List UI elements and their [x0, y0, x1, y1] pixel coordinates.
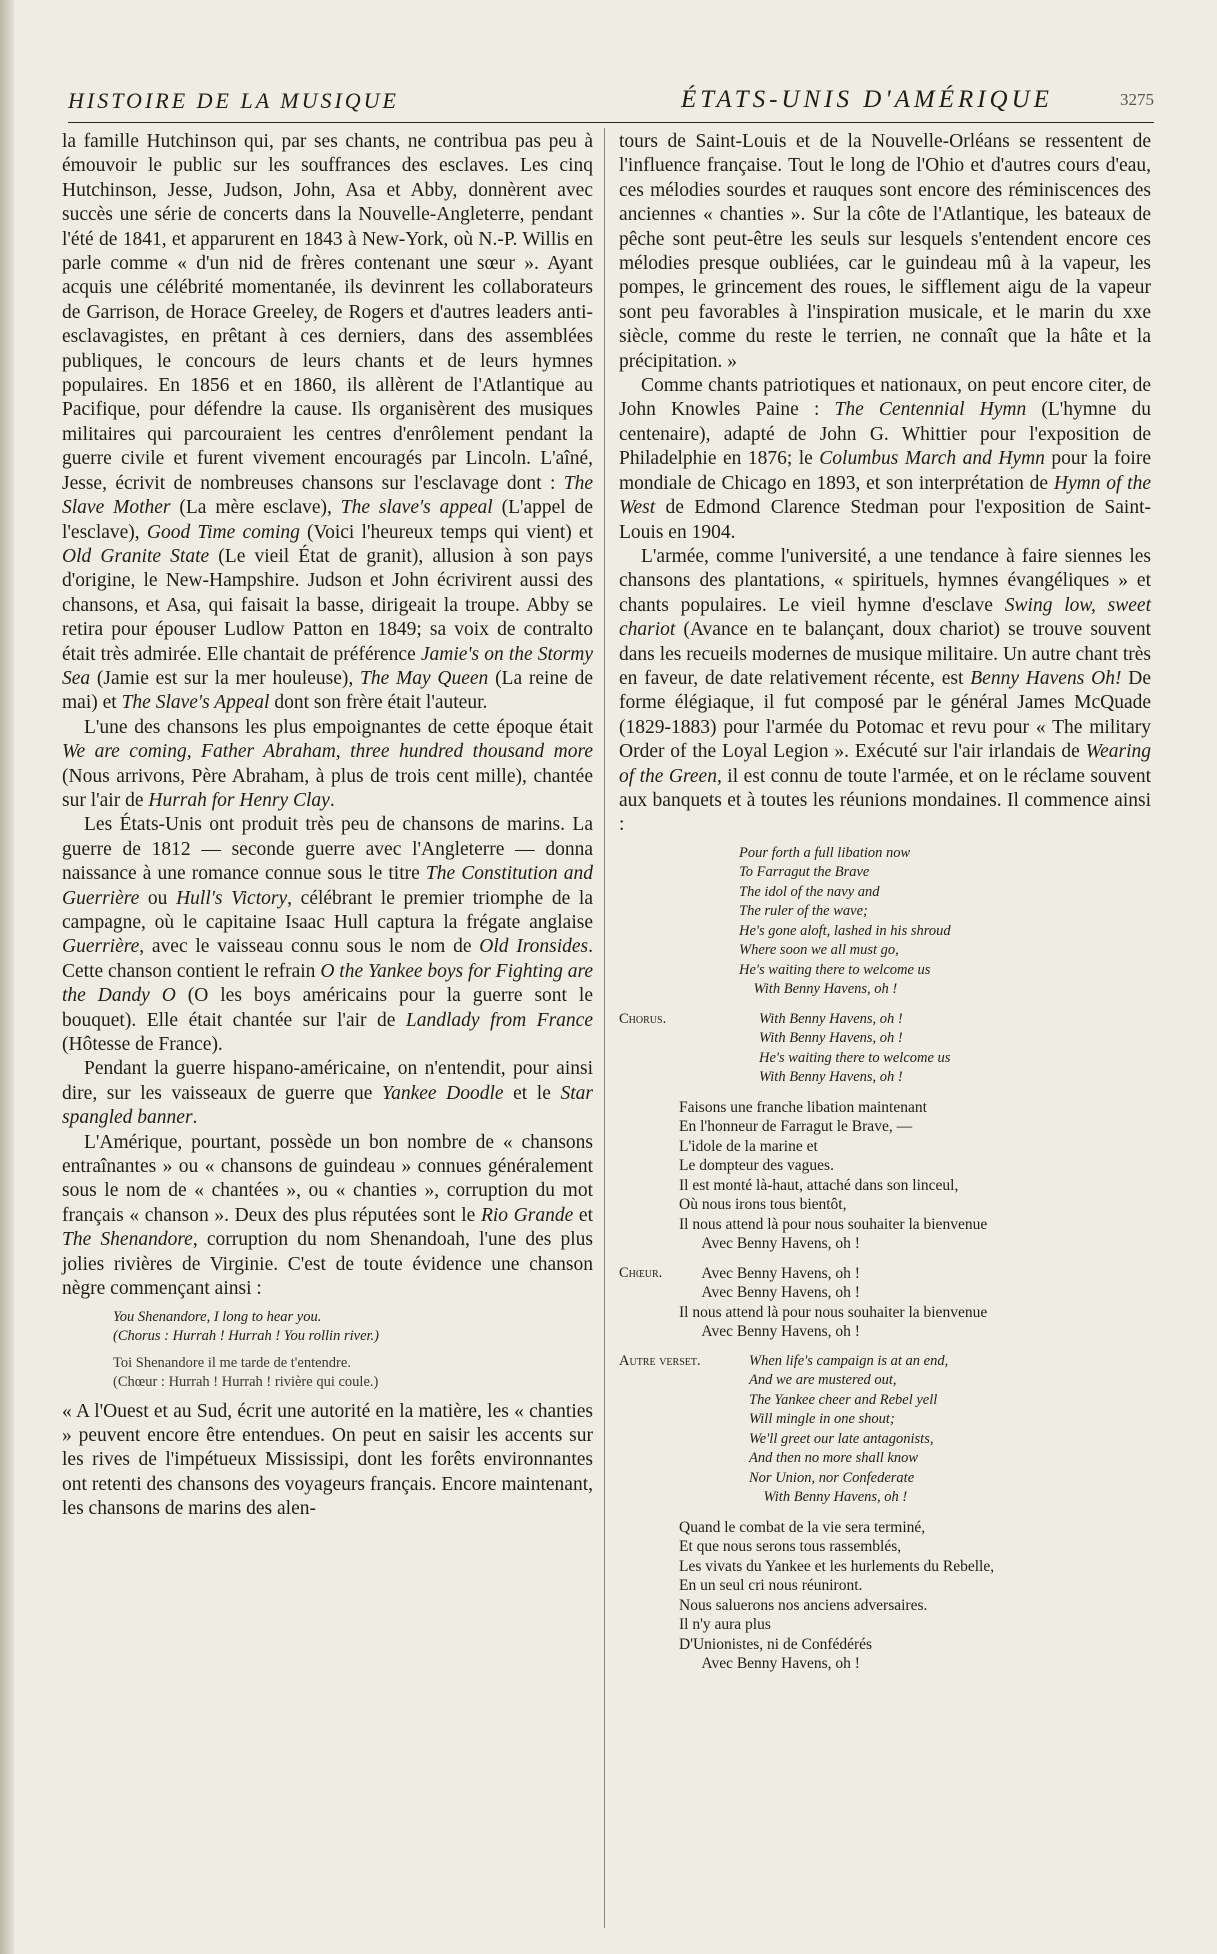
benny-havens-poem [619, 844, 1151, 1674]
poem-line: En un seul cri nous réuniront. [679, 1577, 863, 1595]
title-italic: We are coming, Father Abraham, three hundred thousand more [62, 741, 593, 763]
stanza-label: Chorus. [619, 1010, 667, 1027]
poem-line: He's gone aloft, lashed in his shroud [739, 922, 951, 939]
title-italic: O the Yankee boys for Fighting are the Dandy O [62, 960, 593, 1007]
poem-line: When life's campaign is at an end, [749, 1352, 949, 1369]
poem-line: Avec Benny Havens, oh ! [679, 1323, 860, 1341]
column-divider [604, 128, 605, 1928]
poem-line: Pour forth a full libation now [739, 844, 911, 861]
poem-line: He's waiting there to welcome us [759, 1049, 951, 1066]
paragraph [62, 1057, 593, 1130]
text-run: . [329, 789, 335, 811]
text-run: De forme élégiaque, il fut composé par le général James McQuade (1829-1883) pour l'armée du Potomac et revu pour « The military Order of the Loyal Legion ». Exécuté sur l'air irlandais de [619, 667, 1152, 763]
title-italic: Hymn of the West [619, 472, 1151, 519]
text-run: L'une des chansons les plus empoignantes de cette époque était [84, 716, 593, 738]
poem-line: L'idole de la marine et [679, 1137, 818, 1155]
text-run: L'armée, comme l'université, a une tendance à faire siennes les chansons des plantations, « spirituels, hymnes évangéliques » et chants populaires. Le vieil hymne d'esclave [619, 545, 1151, 616]
poem-line: Il nous attend là pour nous souhaiter la bienvenue [679, 1215, 988, 1233]
poem-line: With Benny Havens, oh ! [759, 1010, 903, 1027]
poem-line: With Benny Havens, oh ! [749, 1489, 908, 1506]
poem-line: And then no more shall know [749, 1450, 919, 1467]
left-column [62, 130, 593, 1522]
paragraph [62, 813, 593, 1057]
poem-line: And we are mustered out, [749, 1372, 897, 1389]
book-spine-edge [0, 0, 14, 1954]
text-run: (Hôtesse de France). [62, 1034, 223, 1056]
title-italic: Guerrière [62, 936, 140, 958]
poem-stanza [619, 1352, 1151, 1508]
right-paragraphs [619, 130, 1151, 838]
title-italic: Good Time coming [146, 521, 300, 543]
poem-line: With Benny Havens, oh ! [759, 1030, 903, 1047]
poem-line: Where soon we all must go, [739, 942, 899, 959]
left-tail-paragraphs [62, 1400, 593, 1522]
text-run: (L'hymne du centenaire), adapté de John G. Whittier pour l'exposition de Philadelphie en 1876; le [619, 399, 1152, 470]
poem-line: Avec Benny Havens, oh ! [679, 1655, 860, 1673]
title-italic: Rio Grande [480, 1204, 574, 1226]
title-italic: Columbus March and Hymn [819, 448, 1045, 470]
poem-line: Les vivats du Yankee et les hurlements du Rebelle, [679, 1557, 995, 1575]
title-italic: The Shenandore [62, 1229, 193, 1251]
poem-line: With Benny Havens, oh ! [759, 1069, 903, 1086]
text-run: . [192, 1107, 198, 1129]
left-paragraphs [62, 130, 593, 1302]
verse-line: Toi Shenandore il me tarde de t'entendre. [113, 1354, 351, 1371]
title-italic: Old Granite State [62, 545, 210, 567]
poem-line: Will mingle in one shout; [749, 1411, 895, 1428]
text-run: (La mère esclave), [170, 497, 341, 519]
text-run: (L'appel de l'esclave), [62, 497, 594, 543]
title-italic: Old Ironsides [479, 936, 589, 958]
stanza-label: Autre verset. [619, 1352, 701, 1369]
verse-line: (Chorus : Hurrah ! Hurrah ! You rollin river.) [113, 1327, 379, 1344]
poem-line: Avec Benny Havens, oh ! [679, 1235, 860, 1253]
text-run: pour la foire mondiale de Chicago en 1893, et son interprétation de [619, 448, 1151, 494]
poem-line: Le dompteur des vagues. [679, 1157, 834, 1175]
title-italic: Hurrah for Henry Clay [148, 789, 330, 811]
poem-line: D'Unionistes, ni de Confédérés [679, 1635, 873, 1653]
verse-line: You Shenandore, I long to hear you. [113, 1308, 322, 1325]
text-run: , il est connu de toute l'armée, et on le réclame souvent aux banquets et à toutes les réunions mondaines. Il commence ainsi : [619, 765, 1151, 836]
paragraph [619, 130, 1151, 374]
page-number: 3275 [1120, 90, 1154, 109]
stanza-label: Chœur. [619, 1264, 663, 1281]
text-run: de Edmond Clarence Stedman pour l'exposition de Saint-Louis en 1904. [619, 497, 1151, 543]
paragraph [62, 130, 593, 716]
text-run: , avec le vaisseau connu sous le nom de [139, 936, 480, 958]
title-italic: The slave's appeal [340, 497, 493, 519]
poem-line: The ruler of the wave; [739, 903, 868, 920]
running-title-left: HISTOIRE DE LA MUSIQUE [68, 88, 399, 113]
text-run: la famille Hutchinson qui, par ses chants, ne contribua pas peu à émouvoir le public sur les souffrances des esclaves. Les cinq Hutchinson, Jesse, Judson, John, Asa et Abby, donnèrent avec succès une série de concerts dans la Nouvelle-Angleterre, pendant l'été de 1841, et apparurent en 1843 à New-York, où N.-P. Willis en parle comme « d'un nid de frères contenant une sœur ». Ayant acquis une célébrité momentanée, ils devinrent les collaborateurs de Garrison, de Horace Greeley, de Rogers et d'autres leaders anti-esclavagistes, en prêtant à ces derniers, dans des assemblées publiques, le concours de leurs chants et de leurs hymnes populaires. En 1856 et en 1860, ils allèrent de l'Atlantique au Pacifique, pour défendre la cause. Ils organisèrent des musiques militaires qui parcouraient les centres d'enrôlement pendant la guerre civile et furent vivement encouragés par Lincoln. L'aîné, Jesse, écrivit de nombreuses chansons sur l'esclavage dont : [62, 131, 593, 494]
text-run: tours de Saint-Louis et de la Nouvelle-Orléans se ressentent de l'influence française. Tout le long de l'Ohio et d'autres cours d'eau, ces mélodies sourdes et rauques sont encore des réminiscences des anciennes « chanties ». Sur la côte de l'Atlantique, les bateaux de pêche sont peut-être les seuls sur lesquels s'entendent encore ces mélodies presque oubliées, car le guindeau mû à la vapeur, les pompes, le grincement des roues, le sifflement aigu de la vapeur sont peu favorables à l'inspiration musicale, et le marin du xxe siècle, comme du reste le terrien, ne connaît que la hâte et la précipitation. » [619, 131, 1151, 372]
title-italic: Swing low, sweet chariot [619, 594, 1151, 641]
text-run: ou [139, 887, 177, 909]
poem-stanza [619, 844, 1151, 1000]
poem-line: Il n'y aura plus [679, 1616, 771, 1634]
title-italic: Benny Havens Oh! [970, 667, 1122, 689]
right-column [619, 130, 1151, 1684]
poem-line: Où nous irons tous bientôt, [679, 1196, 847, 1214]
title-italic: Hull's Victory [176, 887, 288, 909]
poem-line: Avec Benny Havens, oh ! [679, 1264, 860, 1282]
text-run: Pendant la guerre hispano-américaine, on n'entendit, pour ainsi dire, sur les vaisseaux de guerre que [62, 1058, 593, 1104]
paragraph [62, 1131, 593, 1302]
poem-line: The idol of the navy and [739, 883, 880, 900]
poem-line: We'll greet our late antagonists, [749, 1430, 934, 1447]
text-run: dont son frère était l'auteur. [269, 692, 488, 714]
title-italic: The May Queen [360, 667, 489, 689]
text-run: L'Amérique, pourtant, possède un bon nombre de « chansons entraînantes » ou « chansons de guindeau » connues généralement sous le nom de « chantées », ou « chanties », corruption du mot français « chanson ». Deux des plus réputées sont le [62, 1131, 593, 1226]
text-run: Les États-Unis ont produit très peu de chansons de marins. La guerre de 1812 — seconde guerre avec l'Angleterre — donna naissance à une romance connue sous le titre [62, 814, 593, 885]
text-run: Comme chants patriotiques et nationaux, on peut encore citer, de John Knowles Paine : [619, 375, 1151, 421]
poem-line: With Benny Havens, oh ! [739, 981, 898, 998]
title-italic: The Constitution and Guerrière [62, 863, 593, 909]
title-italic: Landlady from France [405, 1009, 593, 1031]
text-run: et le [503, 1082, 561, 1104]
title-italic: Star spangled banner [62, 1082, 593, 1129]
poem-line: Nous saluerons nos anciens adversaires. [679, 1596, 928, 1614]
title-italic: The Slave Mother [62, 472, 593, 519]
text-run: et [573, 1204, 594, 1226]
text-run: (O les boys américains pour la guerre sont le bouquet). Elle était chantée sur l'air de [62, 985, 593, 1031]
poem-line: Nor Union, nor Confederate [749, 1469, 915, 1486]
text-run: (Le vieil État de granit), allusion à son pays d'origine, le New-Hampshire. Judson et John écrivirent aussi des chansons, et Asa, qui faisait la basse, dirigeait la troupe. Abby se retira pour épouser Ludlow Patton en 1849; sa voix de contralto était très admirée. Elle chantait de préférence [62, 545, 593, 665]
paragraph [62, 716, 593, 814]
poem-stanza [619, 1264, 1151, 1342]
poem-line: Il nous attend là pour nous souhaiter la bienvenue [679, 1303, 988, 1321]
poem-line: Avec Benny Havens, oh ! [679, 1284, 860, 1302]
verse-line: (Chœur : Hurrah ! Hurrah ! rivière qui coule.) [113, 1373, 379, 1390]
shenandore-verse-english [113, 1308, 593, 1346]
poem-line: To Farragut the Brave [739, 864, 870, 881]
poem-line: The Yankee cheer and Rebel yell [749, 1391, 938, 1408]
paragraph [62, 1400, 593, 1522]
page-header [68, 88, 1154, 123]
title-italic: Wearing of the Green [619, 741, 1151, 787]
text-run: (Nous arrivons, Père Abraham, à plus de trois cent mille), chantée sur l'air de [62, 765, 593, 811]
text-run: « A l'Ouest et au Sud, écrit une autorité en la matière, les « chanties » peuvent encore être entendues. On peut en saisir les accents sur les rives de l'impétueux Mississipi, dont les forêts environnantes ont retenti des chansons des voyageurs français. Encore maintenant, les chansons de marins des alen- [62, 1400, 593, 1520]
text-run: , corruption du nom Shenandoah, l'une des plus jolies rivières de Virginie. C'est de toute évidence une chanson nègre commençant ainsi : [62, 1229, 593, 1300]
poem-line: He's waiting there to welcome us [739, 961, 931, 978]
title-italic: The Slave's Appeal [121, 692, 270, 714]
poem-stanza [619, 1098, 1151, 1254]
poem-line: Faisons une franche libation maintenant [679, 1098, 927, 1116]
shenandore-verse-french [113, 1354, 593, 1392]
text-run: . Cette chanson contient le refrain [62, 936, 594, 982]
poem-line: Et que nous serons tous rassemblés, [679, 1538, 902, 1556]
title-italic: Jamie's on the Stormy Sea [62, 643, 593, 689]
poem-line: Quand le combat de la vie sera terminé, [679, 1518, 926, 1536]
text-run: (La reine de mai) et [62, 667, 594, 714]
text-run: (Avance en te balançant, doux chariot) se trouve souvent dans les recueils modernes de musique militaire. Un autre chant très en faveur, de date relativement récente, est [619, 619, 1151, 689]
title-italic: The Centennial Hymn [834, 399, 1027, 421]
poem-line: En l'honneur de Farragut le Brave, — [679, 1118, 913, 1136]
text-run: (Jamie est sur la mer houleuse), [90, 667, 360, 689]
poem-stanza [619, 1010, 1151, 1088]
text-run: (Voici l'heureux temps qui vient) et [299, 521, 593, 543]
poem-line: Il est monté là-haut, attaché dans son linceul, [679, 1176, 959, 1194]
running-title-right: ÉTATS-UNIS D'AMÉRIQUE [681, 86, 1053, 113]
poem-stanza [619, 1518, 1151, 1674]
text-run: , célébrant le premier triomphe de la campagne, où le capitaine Isaac Hull captura la frégate anglaise [62, 887, 594, 933]
title-italic: Yankee Doodle [382, 1082, 504, 1104]
paragraph [619, 374, 1151, 545]
paragraph [619, 545, 1151, 838]
